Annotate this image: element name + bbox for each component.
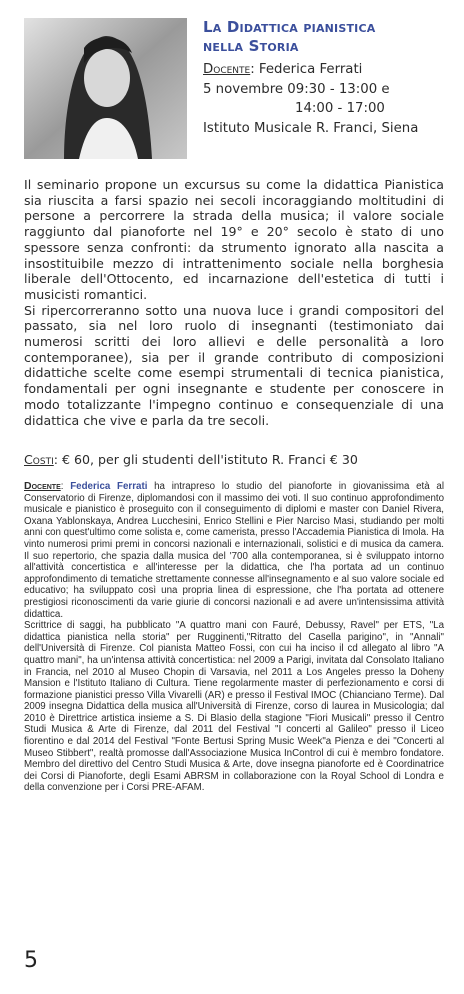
bio-name: Federica Ferrati — [70, 481, 148, 492]
page-title — [203, 18, 453, 56]
bio-label: Docente — [24, 480, 61, 492]
costs-label: Costi — [24, 452, 54, 467]
page-number: 5 — [24, 948, 38, 973]
date-line: 5 novembre 09:30 - 13:00 e — [203, 81, 390, 97]
title-line-2: nella Storia — [203, 37, 299, 55]
teacher-bio — [24, 481, 444, 794]
venue: Istituto Musicale R. Franci, Siena — [203, 120, 419, 136]
costs-line — [24, 452, 444, 468]
title-line-1: La Didattica pianistica — [203, 18, 376, 36]
bio-paragraph-1 — [24, 481, 444, 620]
costs-text: : € 60, per gli studenti dell'istituto R. Franci € 30 — [53, 452, 358, 467]
description-paragraph-1: Il seminario propone un excursus su come la didattica Pianistica sia riuscita a farsi spazio nei secoli incoraggiando moltitudini di persone a percorrere la strada della musica; il valore sociale raggiunto dal pianoforte nel 19° e 20° secolo è stato di uno spessore senza confronti: da strumento ignorato alla nascita a insostituibile mezzo di intrattenimento sociale nella borghesia liberale dell'Ottocento, ed incarnazione dell'estetica di tutti i musicisti romantici. — [24, 177, 444, 302]
docente-label: Docente — [203, 62, 251, 77]
seminar-description — [24, 177, 444, 428]
bio-paragraph-2: Scrittrice di saggi, ha pubblicato "A quattro mani con Fauré, Debussy, Ravel" per ETS, "La didattica pianistica nella storia" per Rugginenti,"Ritratto del Casella parigino", in "Annali" dell'Università di Firenze. Col pianista Matteo Fossi, con cui ha inciso il cd allegato al libro "A quattro mani", ha un'intensa attività concertistica: nel 2009 a Parigi, invitata dal Consolato Italiano in Francia, nel 2010 al Museo Chopin di Varsavia, nel 2011 a Los Angeles presso la Doheny Mansion e l'Istituto Italiano di Cultura. Tiene regolarmente master di perfezionamento e corsi di formazione pianistici presso Villa Vivarelli (AR) e presso il Festival IMOC (Chianciano Terme). Dal 2009 insegna Didattica della musica all'Università di Firenze, corso di laurea in Musicologia; dal 2010 è Direttrice artistica insieme a S. Di Blasio della stagione "Fiori Musicali" presso il Centro Studi Musica & Arte di Firenze, dal 2011 del Festival "I concerti al Galileo" presso il Liceo fiorentino e dal 2014 del Festival "Fonte Bertusi Spring Music Week"a Pienza e dei "Concerti al Museo Stibbert", realtà promosse dall'Associazione Musica InControl di cui è membro fondatore. Membro del direttivo del Centro Studi Musica & Arte, dove insegna pianoforte ed è Coordinatrice dei Corsi di Pianoforte, degli Esami ABRSM in collaborazione con la Royal School di Londra e della convenzione per i Corsi PRE-AFAM. — [24, 620, 444, 794]
bio-sep: : — [60, 481, 71, 492]
event-meta — [203, 60, 453, 138]
docente-name: : Federica Ferrati — [250, 62, 363, 77]
docente-line — [203, 60, 453, 80]
bio-text-1: ha intrapreso lo studio del pianoforte in giovanissima età al Conservatorio di Firenze, diplomandosi con il massimo dei voti. Il suo continuo approfondimento musicale e pianistico è proseguito con il conseguimento di diplomi e master con Daniel Rivera, Oxana Yablonskaya, Andrea Lucchesini, Enrico Stellini e Pier Narciso Masi, studiando per molti anni con quest'ultimo come solista e, come camerista, presso l'Accademia Pianistica di Imola. Ha vinto numerosi primi premi in concorsi nazionali e internazionali, solistici e di musica da camera. Il suo repertorio, che spazia dalla musica del '700 alla contemporanea, si è sviluppato intorno all'attività concertistica e all'interesse per la didattica, che l'ha portata ad un continuo approfondimento di tematiche strettamente connesse all'insegnamento e al suo valore sociale ed educativo; ha sviluppato così una propria linea di espressione, che l'ha portata ad ottenere prestigiosi riconoscimenti da varie giurie di concorsi nazionali e ad avere un'intensissima attività didattica. — [24, 481, 444, 620]
header — [203, 18, 453, 138]
time-line: 14:00 - 17:00 — [295, 101, 385, 116]
description-paragraph-2: Si ripercorreranno sotto una nuova luce i grandi compositori del passato, sia nel loro ruolo di insegnanti (testimoniato dai numerosi scritti dei loro allievi e delle personalità a loro contemporanee), sia per il grande contributo di composizioni didattiche scelte come esempi strumentali di tecnica pianistica, fondamentali per ogni insegnante e studente per conoscere in modo totalizzante l'impegno continuo e consequenziale di una didattica che vive e parla da tre secoli. — [24, 302, 444, 428]
portrait-illustration — [24, 18, 187, 159]
portrait-photo — [24, 18, 187, 159]
